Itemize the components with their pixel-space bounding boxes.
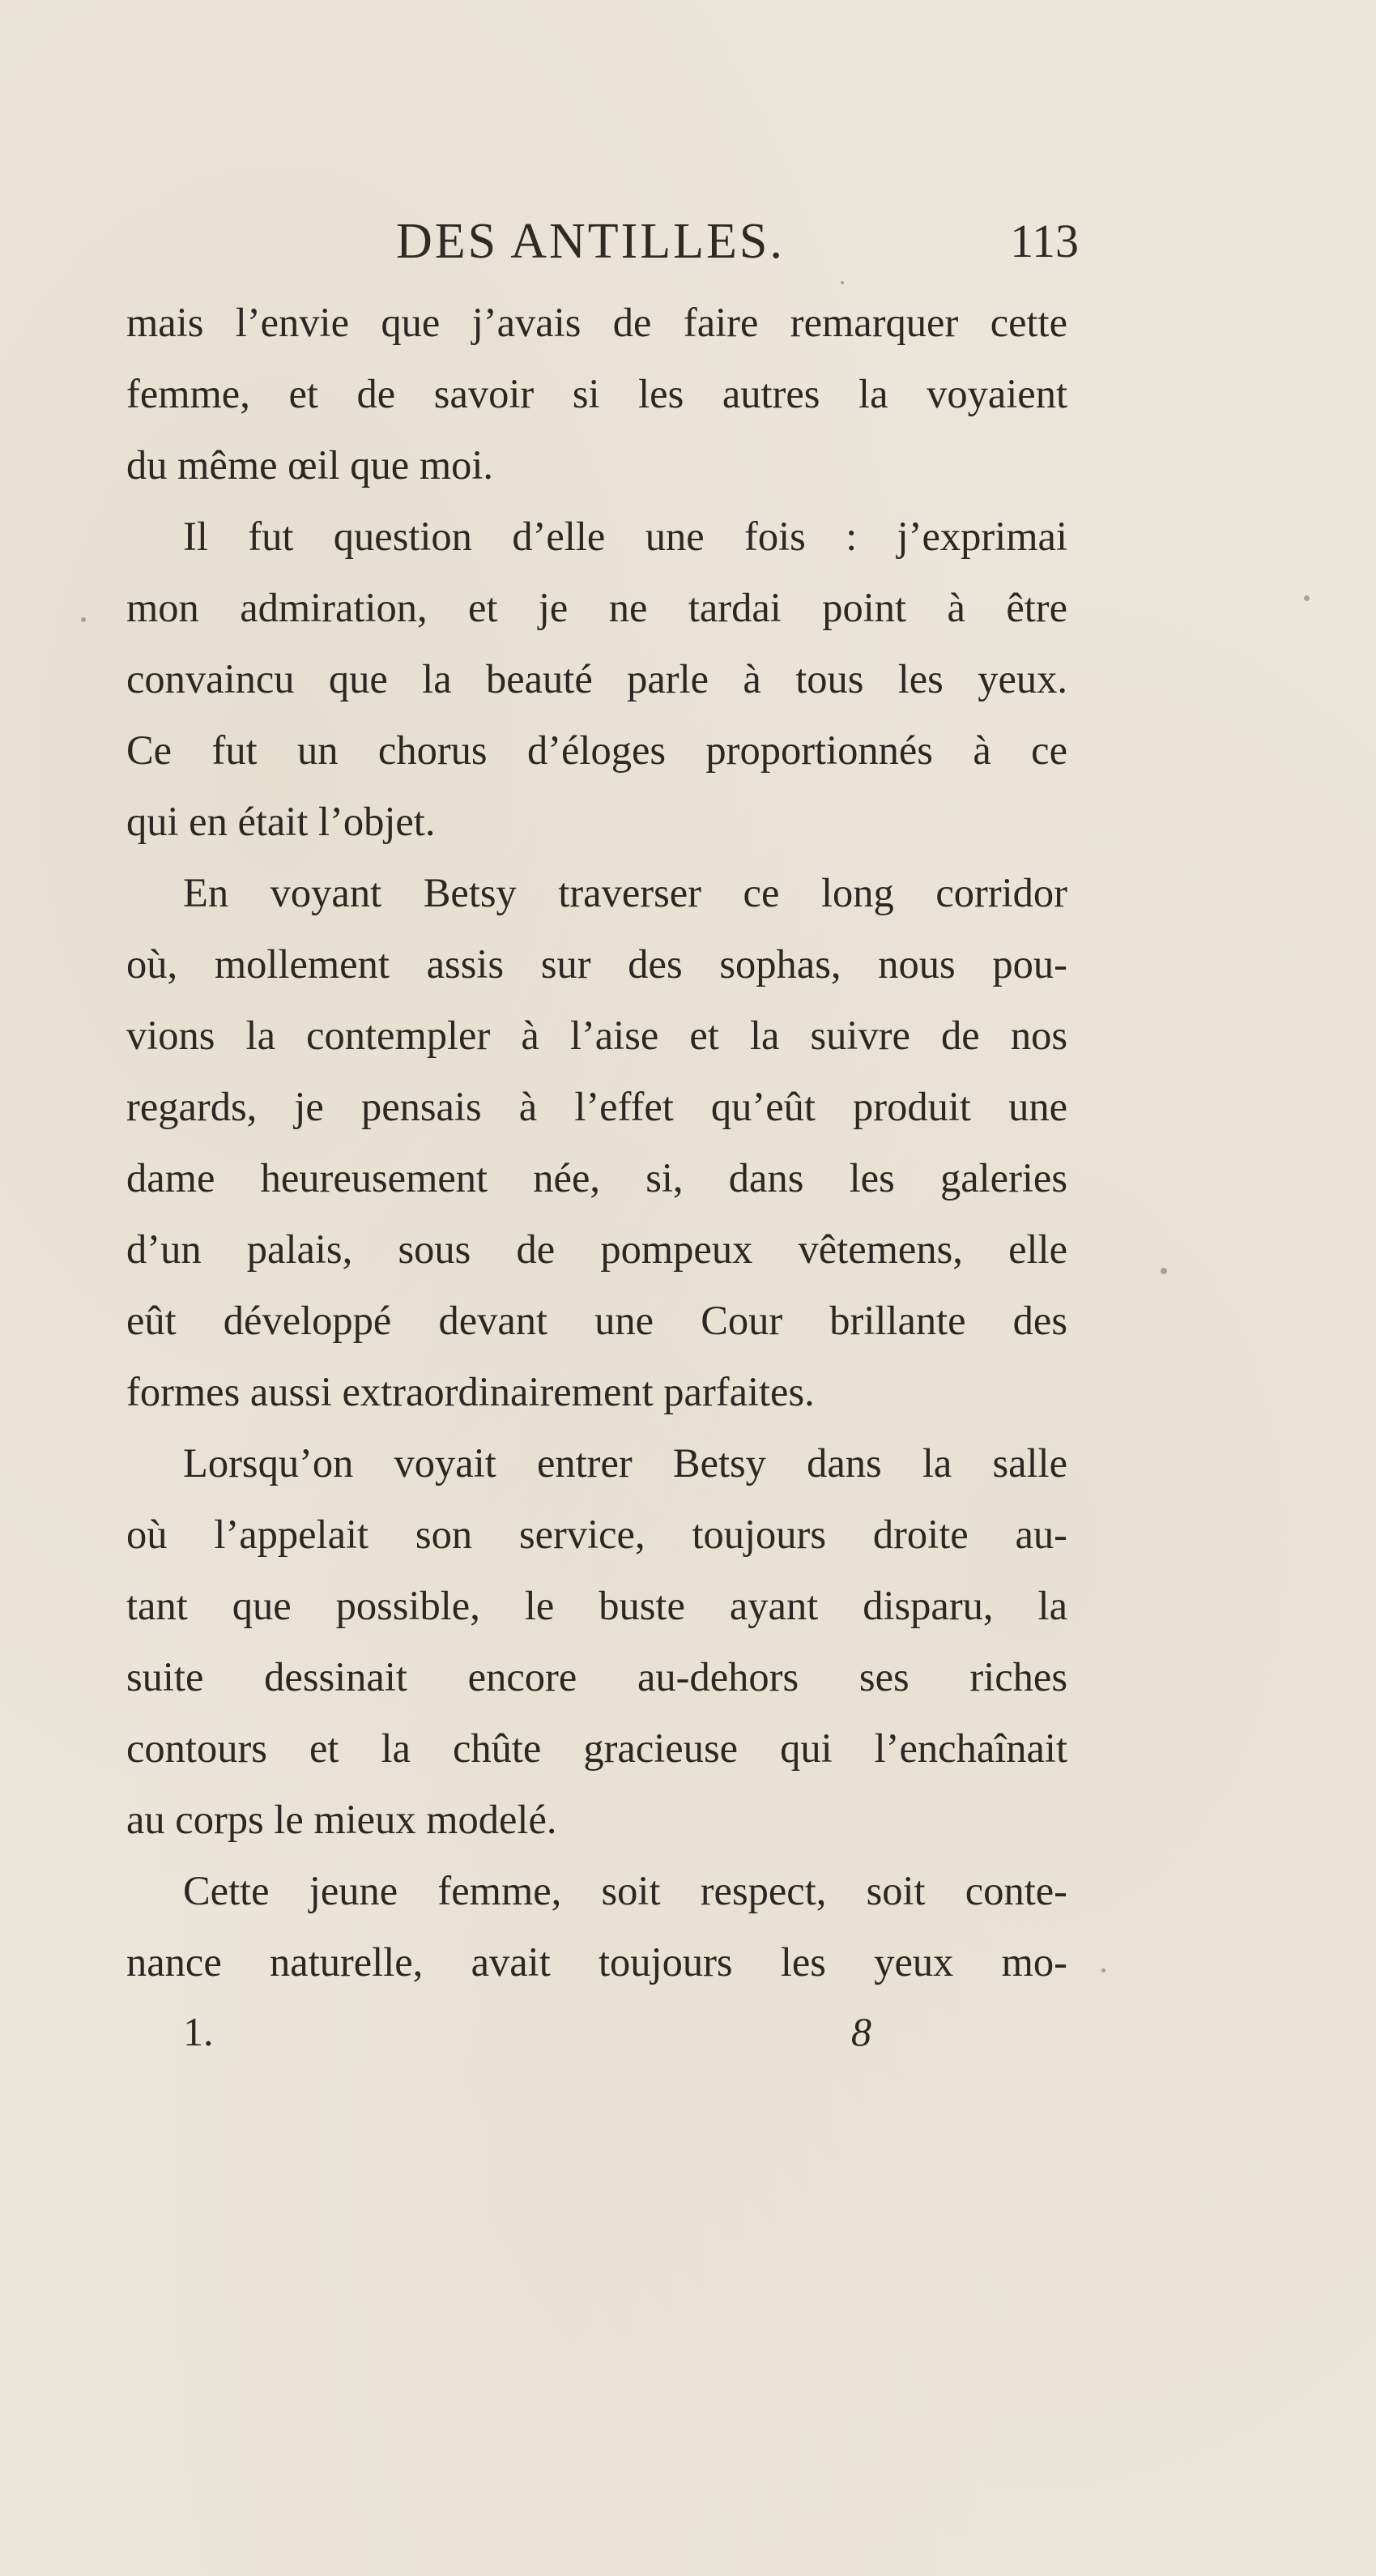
text-line: tant que possible, le buste ayant disparu, la xyxy=(126,1583,1067,1628)
text-line: Ce fut un chorus d’éloges proportionnés à ce xyxy=(126,727,1067,773)
page-footer xyxy=(126,1999,1082,2064)
text-line: qui en était l’objet. xyxy=(126,799,436,844)
text-line: contours et la chûte gracieuse qui l’enchaînait xyxy=(126,1725,1067,1771)
text-line: regards, je pensais à l’effet qu’eût produit une xyxy=(126,1084,1067,1129)
text-line: femme, et de savoir si les autres la voyaient xyxy=(126,371,1067,416)
text-line: Cette jeune femme, soit respect, soit conte- xyxy=(183,1868,1067,1913)
running-title: DES ANTILLES. xyxy=(396,214,785,269)
text-line: du même œil que moi. xyxy=(126,442,494,488)
paper-speck xyxy=(841,281,844,284)
text-line: eût développé devant une Cour brillante des xyxy=(126,1298,1067,1343)
text-line: formes aussi extraordinairement parfaites. xyxy=(126,1369,815,1414)
text-line: suite dessinait encore au-dehors ses riches xyxy=(126,1654,1067,1700)
paper-speck xyxy=(81,617,86,622)
text-line: convaincu que la beauté parle à tous les yeux. xyxy=(126,656,1067,702)
text-line: nance naturelle, avait toujours les yeux mo- xyxy=(126,1939,1067,1985)
signature-mark: 1. xyxy=(183,2009,214,2054)
text-line: En voyant Betsy traverser ce long corridor xyxy=(183,870,1067,915)
text-line: au corps le mieux modelé. xyxy=(126,1797,557,1842)
text-line: où l’appelait son service, toujours droite au- xyxy=(126,1512,1067,1557)
text-line: Lorsqu’on voyait entrer Betsy dans la salle xyxy=(183,1440,1067,1486)
text-line: où, mollement assis sur des sophas, nous pou- xyxy=(126,941,1067,987)
running-head xyxy=(126,209,1082,274)
text-line: vions la contempler à l’aise et la suivre de nos xyxy=(126,1013,1067,1058)
paper-speck xyxy=(1304,595,1310,601)
text-line: mon admiration, et je ne tardai point à être xyxy=(126,585,1067,630)
text-line: d’un palais, sous de pompeux vêtemens, elle xyxy=(126,1226,1067,1272)
paper-speck xyxy=(1161,1268,1167,1274)
text-line: mais l’envie que j’avais de faire remarquer cette xyxy=(126,300,1067,345)
page-number: 113 xyxy=(1010,215,1079,267)
paper-speck xyxy=(1101,1968,1105,1973)
signature-number: 8 xyxy=(851,2009,871,2054)
text-line: dame heureusement née, si, dans les galeries xyxy=(126,1155,1067,1201)
text-line: Il fut question d’elle une fois : j’exprimai xyxy=(183,514,1067,559)
body-text xyxy=(126,287,1067,1998)
